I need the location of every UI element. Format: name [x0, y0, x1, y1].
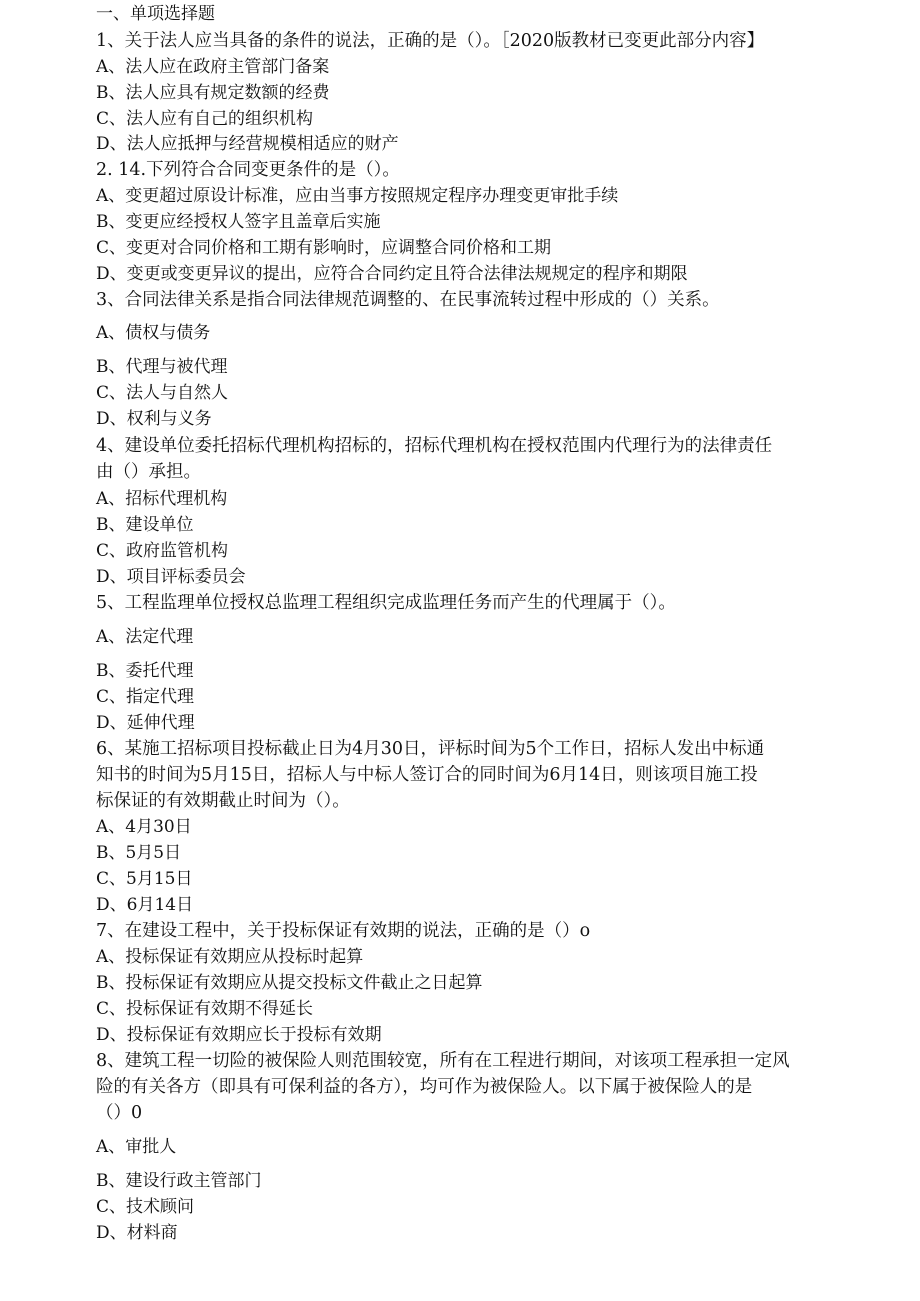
- q5-option-c: C、指定代理: [96, 687, 195, 707]
- q4-option-d: D、项目评标委员会: [96, 567, 246, 587]
- q3-option-b: B、代理与被代理: [96, 357, 228, 377]
- question-8-stem-line-3: （）0: [96, 1103, 143, 1123]
- q8-option-b: B、建设行政主管部门: [96, 1171, 262, 1191]
- q7-option-c: C、投标保证有效期不得延长: [96, 999, 314, 1019]
- question-6-stem-line-3: 标保证的有效期截止时间为（）。: [96, 791, 350, 811]
- q4-option-c: C、政府监管机构: [96, 541, 229, 561]
- section-title: 一、单项选择题: [96, 4, 215, 24]
- q6-option-d: D、6月14日: [96, 895, 194, 915]
- q7-option-d: D、投标保证有效期应长于投标有效期: [96, 1025, 382, 1045]
- q1-option-c: C、法人应有自己的组织机构: [96, 109, 314, 129]
- q3-option-a: A、债权与债务: [96, 323, 211, 343]
- q4-option-b: B、建设单位: [96, 515, 194, 535]
- question-6-stem-line-2: 知书的时间为5月15日，招标人与中标人签订合的同时间为6月14日，则该项目施工投: [96, 765, 758, 785]
- question-7-stem: 7、在建设工程中，关于投标保证有效期的说法，正确的是（）o: [96, 921, 591, 941]
- question-1-stem: 1、关于法人应当具备的条件的说法，正确的是（）。［2020版教材已变更此部分内容】: [96, 31, 765, 51]
- question-6-stem-line-1: 6、某施工招标项目投标截止日为4月30日，评标时间为5个工作日，招标人发出中标通: [96, 739, 765, 759]
- q8-option-c: C、技术顾问: [96, 1197, 195, 1217]
- q5-option-d: D、延伸代理: [96, 713, 195, 733]
- q2-option-c: C、变更对合同价格和工期有影响时，应调整合同价格和工期: [96, 238, 552, 258]
- question-8-stem-line-2: 险的有关各方（即具有可保利益的各方），均可作为被保险人。以下属于被保险人的是: [96, 1077, 753, 1097]
- q6-option-a: A、4月30日: [96, 817, 192, 837]
- question-4-stem-line-1: 4、建设单位委托招标代理机构招标的，招标代理机构在授权范围内代理行为的法律责任: [96, 436, 773, 456]
- question-3-stem: 3、合同法律关系是指合同法律规范调整的、在民事流转过程中形成的（）关系。: [96, 290, 720, 310]
- q6-option-c: C、5月15日: [96, 869, 193, 889]
- q3-option-c: C、法人与自然人: [96, 383, 229, 403]
- q5-option-b: B、委托代理: [96, 661, 194, 681]
- question-5-stem: 5、工程监理单位授权总监理工程组织完成监理任务而产生的代理属于（）。: [96, 593, 676, 613]
- question-8-stem-line-1: 8、建筑工程一切险的被保险人则范围较宽，所有在工程进行期间，对该项工程承担一定风: [96, 1051, 790, 1071]
- question-2-stem: 2. 14.下列符合合同变更条件的是（）。: [96, 160, 400, 180]
- q4-option-a: A、招标代理机构: [96, 489, 228, 509]
- q2-option-d: D、变更或变更异议的提出，应符合合同约定且符合法律法规规定的程序和期限: [96, 264, 688, 284]
- q3-option-d: D、权利与义务: [96, 409, 212, 429]
- q5-option-a: A、法定代理: [96, 627, 194, 647]
- q2-option-a: A、变更超过原设计标准，应由当事方按照规定程序办理变更审批手续: [96, 186, 619, 206]
- q1-option-d: D、法人应抵押与经营规模相适应的财产: [96, 134, 399, 154]
- q8-option-a: A、审批人: [96, 1137, 177, 1157]
- q6-option-b: B、5月5日: [96, 843, 182, 863]
- q7-option-b: B、投标保证有效期应从提交投标文件截止之日起算: [96, 973, 483, 993]
- question-4-stem-line-2: 由（）承担。: [96, 462, 201, 482]
- q7-option-a: A、投标保证有效期应从投标时起算: [96, 947, 364, 967]
- q1-option-a: A、法人应在政府主管部门备案: [96, 57, 330, 77]
- q2-option-b: B、变更应经授权人签字且盖章后实施: [96, 212, 381, 232]
- q1-option-b: B、法人应具有规定数额的经费: [96, 83, 330, 103]
- q8-option-d: D、材料商: [96, 1223, 178, 1243]
